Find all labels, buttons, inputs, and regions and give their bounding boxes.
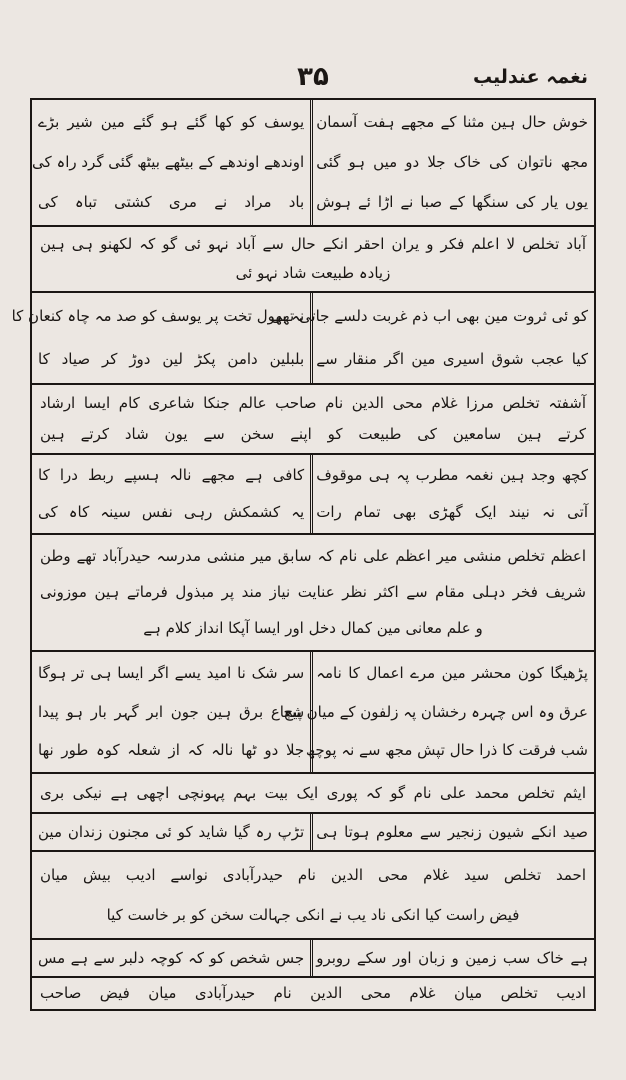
- verse-line: ہے خاک سب زمین و زبان اور سکے روبرو: [316, 948, 588, 967]
- verse-column-left: [32, 652, 310, 772]
- verse-column-right: [283, 652, 594, 772]
- prose-block: [32, 978, 594, 1009]
- verse-line: کو ئی ثروت مین بھی اب ذم غربت دلسے جاتی تھی: [270, 307, 588, 326]
- verse-block: [32, 652, 594, 774]
- prose-line: احمد تخلص سید غلام محی الدین نام حیدرآبادی نواسے ادیب بیش میان: [40, 865, 586, 884]
- verse-line: یوسف کو کھا گئے ہو گئے مین شیر بڑے: [38, 112, 305, 131]
- prose-text: [32, 385, 594, 453]
- column-divider: [310, 940, 313, 976]
- verse-block: [32, 940, 594, 978]
- verse-line: یہ کشمکش رہی نفس سینہ کاہ کی: [38, 503, 305, 522]
- prose-line: شریف فخر دہلی مقام سے اکثر نظر عنایت نیاز مند پر مبذول فرماتے ہین موزونی: [40, 583, 586, 602]
- column-divider: [310, 293, 313, 383]
- prose-line: آباد تخلص لا اعلم فکر و یران احقر انکے حال سے آباد نہو ئی گو کہ لکھنو ہی ہین: [40, 235, 586, 254]
- verse-line: شعاع برق ہین جون ابر گہر بار ہو پیدا: [38, 702, 305, 721]
- prose-text: [32, 978, 594, 1009]
- verse-line: خوش حال ہین مثنا کے مجھے ہفت آسمان: [316, 112, 588, 131]
- verse-block: [32, 100, 594, 227]
- prose-text: [32, 227, 594, 291]
- verse-line: کیا عجب شوق اسیری مین اگر منقار سے: [316, 350, 588, 369]
- prose-line: ایثم تخلص محمد علی نام گو کہ پوری ایک بیت بہم پہونچی اچھی ہے نیکی بری: [40, 783, 586, 802]
- verse-block: [32, 814, 594, 852]
- verse-line: تڑپ رہ گیا شاید کو ئی مجنون زندان مین: [38, 822, 305, 841]
- verse-column-right: [310, 100, 594, 225]
- column-divider: [310, 100, 313, 225]
- verse-line: یوں یار کی سنگھا کے صبا نے اڑا ئے ہوش: [316, 193, 588, 212]
- prose-block: [32, 535, 594, 652]
- prose-line: ادیب تخلص میان غلام محی الدین نام حیدرآبادی میان فیض صاحب: [40, 984, 586, 1003]
- prose-line: آشفتہ تخلص مرزا غلام محی الدین نام صاحب عالم جنکا شاعری کام ایسا ارشاد: [40, 394, 586, 413]
- prose-line: و علم معانی مین کمال دخل اور ایسا آپکا انداز کلام ہے: [143, 619, 483, 638]
- column-divider: [310, 455, 313, 533]
- text-frame: [11, 98, 596, 1011]
- prose-line: اعظم تخلص منشی میر اعظم علی نام کہ سابق میر منشی مدرسہ حیدرآباد تھے وطن: [40, 546, 586, 565]
- prose-block: [32, 774, 594, 814]
- prose-block: [32, 852, 594, 940]
- verse-line: جس شخص کو کہ کوچہ دلبر سے ہے مس: [38, 948, 305, 967]
- verse-line: باد مراد نے مری کشتی تباہ کی: [38, 193, 305, 212]
- verse-column-right: [310, 940, 594, 976]
- verse-column-right: [310, 455, 594, 533]
- prose-text: [32, 535, 594, 650]
- verse-column-left: [32, 100, 310, 225]
- page-number: ۳۵: [297, 62, 329, 92]
- verse-column-left: [32, 814, 310, 850]
- prose-text: [32, 852, 594, 938]
- verse-line: نہ بھول تخت پر یوسف کو صد مہ چاہ کنعان کا: [11, 307, 305, 326]
- prose-block: [32, 227, 594, 293]
- verse-column-left: [11, 293, 310, 383]
- verse-line: عرق وہ اس چہرہ رخشان پہ زلفون کے میان پیچ: [283, 702, 588, 721]
- verse-block: [32, 455, 594, 535]
- verse-line: بلبلین دامن پکڑ لین دوڑ کر صیاد کا: [38, 350, 305, 369]
- prose-line: فیض راست کیا انکی ناد یب نے انکی جہالت سخن کو بر خاست کیا: [106, 905, 520, 924]
- verse-column-left: [32, 455, 310, 533]
- verse-line: جلا دو ٹھا نالہ کہ از شعلہ کوہ طور نھا: [38, 741, 305, 760]
- running-title: نغمہ عندلیب: [472, 66, 588, 88]
- verse-line: مجھ ناتوان کی خاک جلا دو میں ہو گئی: [316, 153, 588, 172]
- verse-line: اوندھے اوندھے کے بیٹھے بیٹھ گئی گرد راہ کی: [32, 153, 305, 172]
- verse-line: آتی نہ نیند ایک گھڑی بھی تمام رات: [316, 503, 588, 522]
- prose-block: [32, 385, 594, 455]
- page-header: [30, 62, 596, 98]
- verse-line: کچھ وجد ہین نغمہ مطرب پہ ہی موقوف: [316, 466, 588, 485]
- verse-column-right: [310, 814, 594, 850]
- verse-block: [11, 293, 594, 385]
- column-divider: [310, 814, 313, 850]
- verse-line: کافی ہے مجھے نالہ ہسپے ربط درا کا: [38, 466, 305, 485]
- verse-column-right: [270, 293, 594, 383]
- verse-column-left: [32, 940, 310, 976]
- verse-line: شب فرقت کا ذرا حال تپش مجھ سے نہ پوچھ: [305, 741, 588, 760]
- prose-line: کرتے ہین سامعین کی طبیعت کو اپنے سخن سے یون شاد کرتے ہین: [40, 425, 586, 444]
- prose-line: زیادہ طبیعت شاد نہو ئی: [235, 264, 391, 283]
- verse-line: پڑھیگا کون محشر مین مرے اعمال کا نامہ: [316, 663, 588, 682]
- column-divider: [310, 652, 313, 772]
- prose-text: [32, 774, 594, 812]
- verse-line: سر شک نا امید یسے اگر ایسا ہی تر ہوگا: [38, 663, 305, 682]
- verse-line: صید انکے شیون زنجیر سے معلوم ہوتا ہی: [316, 822, 588, 841]
